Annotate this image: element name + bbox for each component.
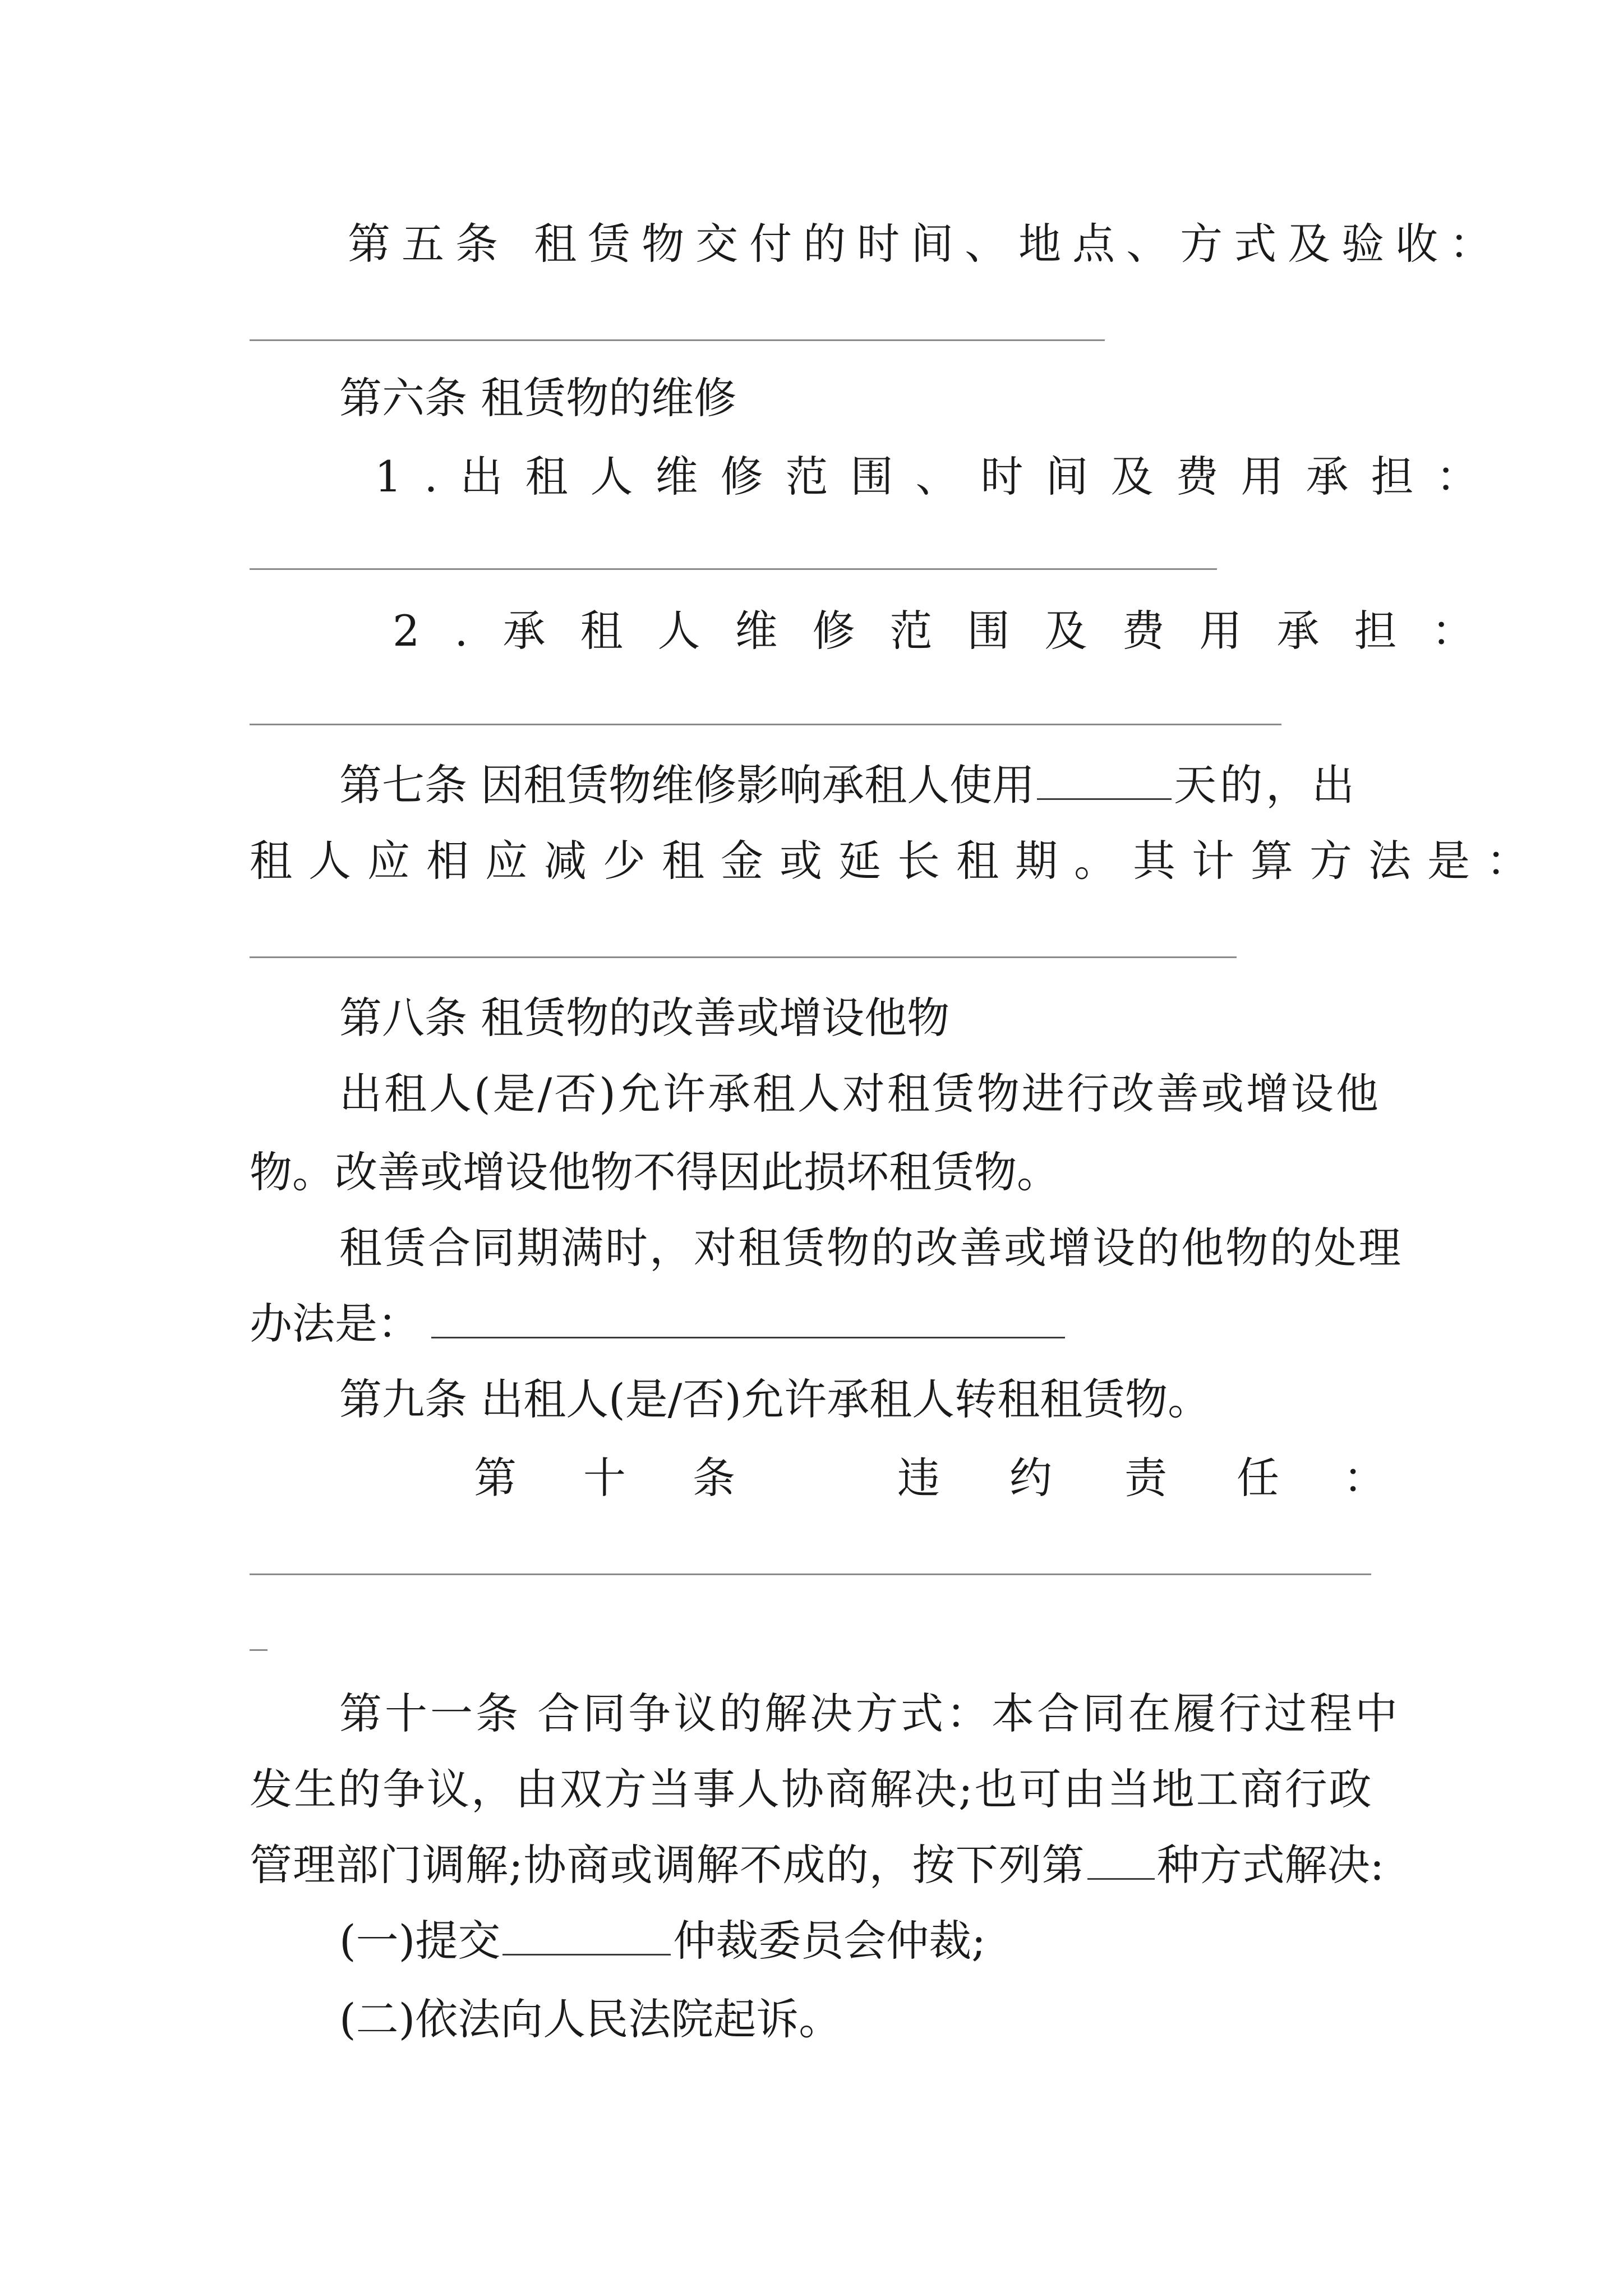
article-7-line-1-start: 第七条 因租赁物维修影响承租人使用: [339, 760, 1035, 810]
article-7-blank-line: [250, 956, 1237, 958]
article-11-line-3-start: 管理部门调解;协商或调解不成的，按下列第: [250, 1840, 1085, 1890]
article-10-char-3: 条: [693, 1453, 735, 1503]
article-5-text: 第五条 租赁物交付的时间、地点、方式及验收：: [348, 219, 1504, 269]
article-9-text: 第九条 出租人(是/否)允许承租人转租租赁物。: [339, 1374, 1211, 1424]
article-10-char-6: 责: [1124, 1453, 1167, 1503]
article-6-item-1-blank-line: [250, 568, 1217, 570]
article-11-option-1-start: (一)提交: [339, 1916, 501, 1966]
article-7-line-2: 租人应相应减少租金或延长租期。其计算方法是：: [250, 836, 1545, 886]
article-10-char-2: 十: [583, 1453, 626, 1503]
article-5-blank-line: [250, 339, 1105, 341]
article-10-char-1: 第: [474, 1453, 517, 1503]
article-6-item-2: 2.承租人维修范围及费用承担：: [393, 606, 1509, 656]
article-11-option-1-end: 仲裁委员会仲裁;: [673, 1916, 986, 1966]
article-10-char-4: 违: [897, 1453, 940, 1503]
article-10-char-7: 任: [1237, 1453, 1279, 1503]
article-11-option-2: (二)依法向人民法院起诉。: [339, 1994, 842, 2044]
article-11-arbitration-blank: [502, 1918, 671, 1955]
article-11-line-1: 第十一条 合同争议的解决方式：本合同在履行过程中: [339, 1688, 1401, 1738]
article-8-para-2-label: 办法是：: [250, 1299, 420, 1349]
article-8-title: 第八条 租赁物的改善或增设他物: [339, 993, 950, 1043]
article-11-option-1: [339, 1913, 986, 1969]
article-8-method-blank: [431, 1301, 1065, 1338]
article-6-item-2-blank-line: [250, 724, 1281, 725]
article-7-line-1: [339, 757, 1358, 813]
article-10-blank-line-tail: [250, 1649, 268, 1651]
article-6-title: 第六条 租赁物的维修: [339, 373, 737, 423]
article-10-char-8: ：: [1343, 1453, 1386, 1503]
article-11-line-2: 发生的争议，由双方当事人协商解决;也可由当地工商行政: [250, 1764, 1373, 1814]
article-10-char-5: 约: [1009, 1453, 1052, 1503]
article-8-para-1-line-1: 出租人(是/否)允许承租人对租赁物进行改善或增设他: [339, 1069, 1381, 1119]
article-6-item-1: 1.出租人维修范围、时间及费用承担：: [375, 452, 1501, 501]
article-7-line-1-end: 天的，出: [1174, 760, 1358, 810]
article-11-line-3-end: 种方式解决:: [1156, 1840, 1385, 1890]
article-5-line: [348, 216, 1504, 272]
article-8-para-2-line-1: 租赁合同期满时，对租赁物的改善或增设的他物的处理: [339, 1223, 1403, 1273]
article-7-days-blank: [1037, 762, 1172, 800]
article-11-method-number-blank: [1087, 1842, 1155, 1880]
article-8-para-1-line-2: 物。改善或增设他物不得因此损坏租赁物。: [250, 1147, 1059, 1197]
article-8-para-2-line-2: [250, 1296, 1067, 1352]
article-11-line-3: [250, 1837, 1384, 1893]
article-10-blank-line: [250, 1573, 1371, 1575]
